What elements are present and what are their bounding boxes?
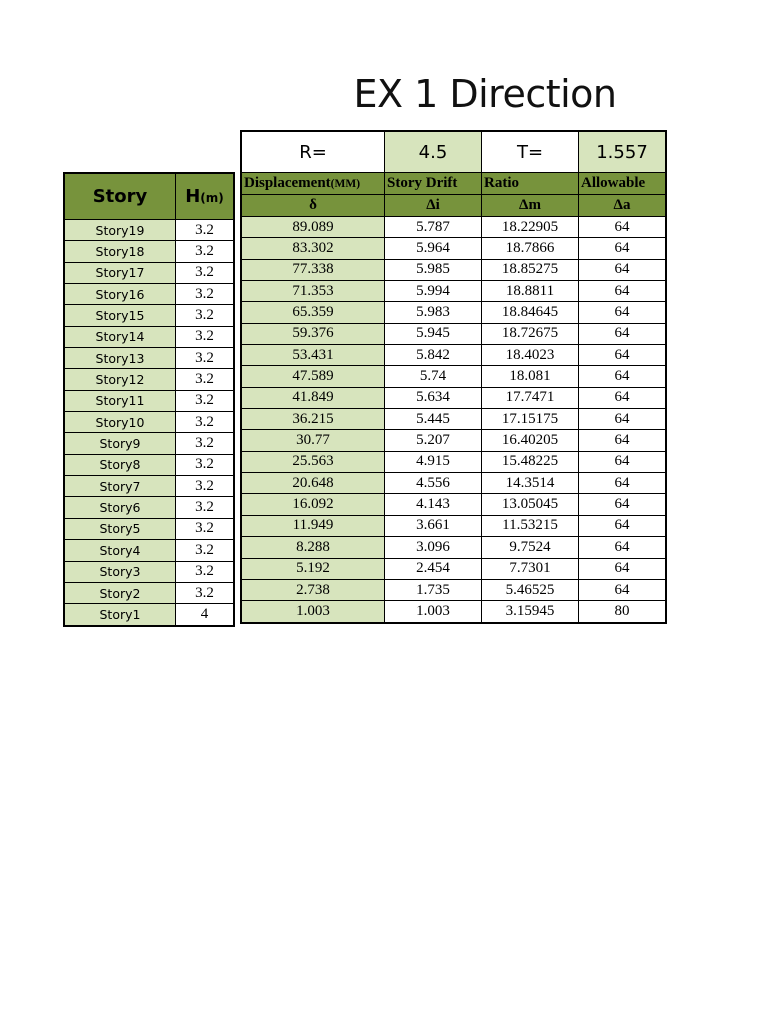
displacement-cell: 16.092 bbox=[241, 494, 385, 515]
story-drift-cell: 5.994 bbox=[385, 281, 482, 302]
table-row bbox=[64, 412, 234, 433]
ratio-cell: 18.84645 bbox=[482, 302, 579, 323]
story-height-cell: 3.2 bbox=[176, 305, 235, 326]
story-height-cell: 3.2 bbox=[176, 348, 235, 369]
story-drift-cell: 4.143 bbox=[385, 494, 482, 515]
displacement-header-label: Displacement bbox=[244, 175, 331, 191]
table-row bbox=[241, 302, 666, 323]
story-drift-cell: 2.454 bbox=[385, 558, 482, 579]
displacement-cell: 41.849 bbox=[241, 387, 385, 408]
table-row bbox=[241, 238, 666, 259]
displacement-cell: 2.738 bbox=[241, 579, 385, 600]
displacement-cell: 1.003 bbox=[241, 601, 385, 623]
table-row bbox=[241, 579, 666, 600]
story-drift-cell: 5.787 bbox=[385, 217, 482, 238]
story-height-cell: 3.2 bbox=[176, 476, 235, 497]
table-row bbox=[64, 604, 234, 626]
story-height-cell: 3.2 bbox=[176, 326, 235, 347]
r-label: R= bbox=[241, 131, 385, 173]
height-column-header bbox=[176, 173, 235, 220]
story-name-cell: Story17 bbox=[64, 262, 176, 283]
story-height-cell: 3.2 bbox=[176, 540, 235, 561]
story-height-cell: 3.2 bbox=[176, 412, 235, 433]
ratio-cell: 17.15175 bbox=[482, 409, 579, 430]
story-height-cell: 3.2 bbox=[176, 433, 235, 454]
story-drift-cell: 4.556 bbox=[385, 473, 482, 494]
allowable-cell: 64 bbox=[579, 345, 667, 366]
table-row bbox=[64, 582, 234, 603]
story-name-cell: Story18 bbox=[64, 241, 176, 262]
height-header-label: H bbox=[185, 186, 201, 207]
story-drift-cell: 3.661 bbox=[385, 515, 482, 536]
right-header-row-1 bbox=[241, 173, 666, 195]
height-header-unit: (m) bbox=[200, 191, 224, 205]
story-drift-header: Story Drift bbox=[385, 173, 482, 195]
allowable-cell: 64 bbox=[579, 451, 667, 472]
displacement-cell: 89.089 bbox=[241, 217, 385, 238]
allowable-cell: 64 bbox=[579, 537, 667, 558]
allowable-cell: 64 bbox=[579, 515, 667, 536]
table-row bbox=[241, 430, 666, 451]
ratio-cell: 3.15945 bbox=[482, 601, 579, 623]
table-row bbox=[64, 326, 234, 347]
table-row bbox=[64, 284, 234, 305]
ratio-cell: 11.53215 bbox=[482, 515, 579, 536]
allowable-cell: 64 bbox=[579, 366, 667, 387]
story-name-cell: Story3 bbox=[64, 561, 176, 582]
table-row bbox=[241, 537, 666, 558]
delta-symbol-header: δ bbox=[241, 195, 385, 217]
story-height-cell: 3.2 bbox=[176, 561, 235, 582]
table-row bbox=[64, 390, 234, 411]
allowable-cell: 64 bbox=[579, 579, 667, 600]
table-row bbox=[64, 540, 234, 561]
table-row bbox=[241, 409, 666, 430]
table-row bbox=[64, 262, 234, 283]
displacement-cell: 5.192 bbox=[241, 558, 385, 579]
allowable-cell: 64 bbox=[579, 494, 667, 515]
story-name-cell: Story11 bbox=[64, 390, 176, 411]
table-row bbox=[64, 497, 234, 518]
story-drift-cell: 5.985 bbox=[385, 259, 482, 280]
story-height-cell: 3.2 bbox=[176, 284, 235, 305]
table-row bbox=[241, 366, 666, 387]
ratio-cell: 18.72675 bbox=[482, 323, 579, 344]
displacement-cell: 59.376 bbox=[241, 323, 385, 344]
story-name-cell: Story16 bbox=[64, 284, 176, 305]
parameter-row bbox=[241, 131, 666, 173]
ratio-cell: 18.8811 bbox=[482, 281, 579, 302]
right-header-row-2 bbox=[241, 195, 666, 217]
displacement-header bbox=[241, 173, 385, 195]
story-drift-cell: 5.634 bbox=[385, 387, 482, 408]
story-height-cell: 3.2 bbox=[176, 262, 235, 283]
story-name-cell: Story2 bbox=[64, 582, 176, 603]
displacement-cell: 53.431 bbox=[241, 345, 385, 366]
delta-m-symbol-header: Δm bbox=[482, 195, 579, 217]
drift-table bbox=[240, 130, 667, 624]
ratio-cell: 18.081 bbox=[482, 366, 579, 387]
allowable-cell: 64 bbox=[579, 387, 667, 408]
ratio-cell: 9.7524 bbox=[482, 537, 579, 558]
table-row bbox=[241, 217, 666, 238]
table-row bbox=[241, 451, 666, 472]
allowable-cell: 64 bbox=[579, 238, 667, 259]
displacement-cell: 36.215 bbox=[241, 409, 385, 430]
ratio-cell: 18.7866 bbox=[482, 238, 579, 259]
table-row bbox=[64, 220, 234, 241]
table-row bbox=[64, 348, 234, 369]
story-height-cell: 3.2 bbox=[176, 497, 235, 518]
story-name-cell: Story9 bbox=[64, 433, 176, 454]
story-height-table bbox=[63, 172, 235, 627]
displacement-cell: 65.359 bbox=[241, 302, 385, 323]
page-title: EX 1 Direction bbox=[353, 72, 617, 116]
ratio-cell: 14.3514 bbox=[482, 473, 579, 494]
story-name-cell: Story13 bbox=[64, 348, 176, 369]
delta-i-symbol-header: Δi bbox=[385, 195, 482, 217]
table-row bbox=[241, 259, 666, 280]
r-value: 4.5 bbox=[385, 131, 482, 173]
table-row bbox=[64, 518, 234, 539]
story-name-cell: Story15 bbox=[64, 305, 176, 326]
table-row bbox=[241, 515, 666, 536]
displacement-cell: 8.288 bbox=[241, 537, 385, 558]
story-name-cell: Story10 bbox=[64, 412, 176, 433]
story-drift-cell: 5.207 bbox=[385, 430, 482, 451]
story-height-cell: 3.2 bbox=[176, 220, 235, 241]
displacement-header-unit: (MM) bbox=[330, 178, 361, 190]
story-name-cell: Story1 bbox=[64, 604, 176, 626]
story-drift-cell: 5.74 bbox=[385, 366, 482, 387]
allowable-cell: 64 bbox=[579, 430, 667, 451]
table-row bbox=[241, 601, 666, 623]
displacement-cell: 83.302 bbox=[241, 238, 385, 259]
ratio-cell: 13.05045 bbox=[482, 494, 579, 515]
allowable-cell: 64 bbox=[579, 473, 667, 494]
table-row bbox=[241, 387, 666, 408]
ratio-cell: 18.22905 bbox=[482, 217, 579, 238]
allowable-cell: 64 bbox=[579, 302, 667, 323]
ratio-header: Ratio bbox=[482, 173, 579, 195]
table-row bbox=[241, 494, 666, 515]
allowable-cell: 64 bbox=[579, 323, 667, 344]
ratio-cell: 16.40205 bbox=[482, 430, 579, 451]
displacement-cell: 11.949 bbox=[241, 515, 385, 536]
delta-a-symbol-header: Δa bbox=[579, 195, 667, 217]
table-row bbox=[241, 473, 666, 494]
displacement-cell: 71.353 bbox=[241, 281, 385, 302]
story-drift-cell: 5.964 bbox=[385, 238, 482, 259]
t-value: 1.557 bbox=[579, 131, 667, 173]
ratio-cell: 18.4023 bbox=[482, 345, 579, 366]
ratio-cell: 15.48225 bbox=[482, 451, 579, 472]
allowable-cell: 64 bbox=[579, 259, 667, 280]
allowable-cell: 64 bbox=[579, 558, 667, 579]
t-label: T= bbox=[482, 131, 579, 173]
allowable-cell: 64 bbox=[579, 281, 667, 302]
story-drift-cell: 5.445 bbox=[385, 409, 482, 430]
allowable-cell: 64 bbox=[579, 409, 667, 430]
story-drift-cell: 1.003 bbox=[385, 601, 482, 623]
ratio-cell: 7.7301 bbox=[482, 558, 579, 579]
story-column-header: Story bbox=[64, 173, 176, 220]
table-row bbox=[241, 281, 666, 302]
story-name-cell: Story7 bbox=[64, 476, 176, 497]
story-height-cell: 3.2 bbox=[176, 369, 235, 390]
allowable-cell: 80 bbox=[579, 601, 667, 623]
table-row bbox=[241, 345, 666, 366]
table-row bbox=[64, 454, 234, 475]
allowable-cell: 64 bbox=[579, 217, 667, 238]
table-row bbox=[241, 323, 666, 344]
displacement-cell: 30.77 bbox=[241, 430, 385, 451]
story-height-cell: 3.2 bbox=[176, 582, 235, 603]
ratio-cell: 18.85275 bbox=[482, 259, 579, 280]
story-height-cell: 3.2 bbox=[176, 518, 235, 539]
story-drift-cell: 5.945 bbox=[385, 323, 482, 344]
allowable-header: Allowable bbox=[579, 173, 667, 195]
story-drift-cell: 4.915 bbox=[385, 451, 482, 472]
table-row bbox=[64, 305, 234, 326]
story-height-cell: 3.2 bbox=[176, 454, 235, 475]
story-name-cell: Story14 bbox=[64, 326, 176, 347]
table-row bbox=[64, 369, 234, 390]
story-name-cell: Story4 bbox=[64, 540, 176, 561]
table-row bbox=[64, 561, 234, 582]
displacement-cell: 20.648 bbox=[241, 473, 385, 494]
table-row bbox=[64, 433, 234, 454]
story-drift-cell: 1.735 bbox=[385, 579, 482, 600]
story-height-cell: 4 bbox=[176, 604, 235, 626]
story-height-cell: 3.2 bbox=[176, 241, 235, 262]
table-row bbox=[64, 476, 234, 497]
story-name-cell: Story8 bbox=[64, 454, 176, 475]
displacement-cell: 25.563 bbox=[241, 451, 385, 472]
ratio-cell: 17.7471 bbox=[482, 387, 579, 408]
table-row bbox=[64, 241, 234, 262]
table-row bbox=[241, 558, 666, 579]
story-height-cell: 3.2 bbox=[176, 390, 235, 411]
story-name-cell: Story5 bbox=[64, 518, 176, 539]
displacement-cell: 47.589 bbox=[241, 366, 385, 387]
story-drift-cell: 5.983 bbox=[385, 302, 482, 323]
story-drift-cell: 5.842 bbox=[385, 345, 482, 366]
story-name-cell: Story19 bbox=[64, 220, 176, 241]
story-name-cell: Story6 bbox=[64, 497, 176, 518]
story-drift-cell: 3.096 bbox=[385, 537, 482, 558]
displacement-cell: 77.338 bbox=[241, 259, 385, 280]
story-name-cell: Story12 bbox=[64, 369, 176, 390]
ratio-cell: 5.46525 bbox=[482, 579, 579, 600]
left-header-row bbox=[64, 173, 234, 220]
